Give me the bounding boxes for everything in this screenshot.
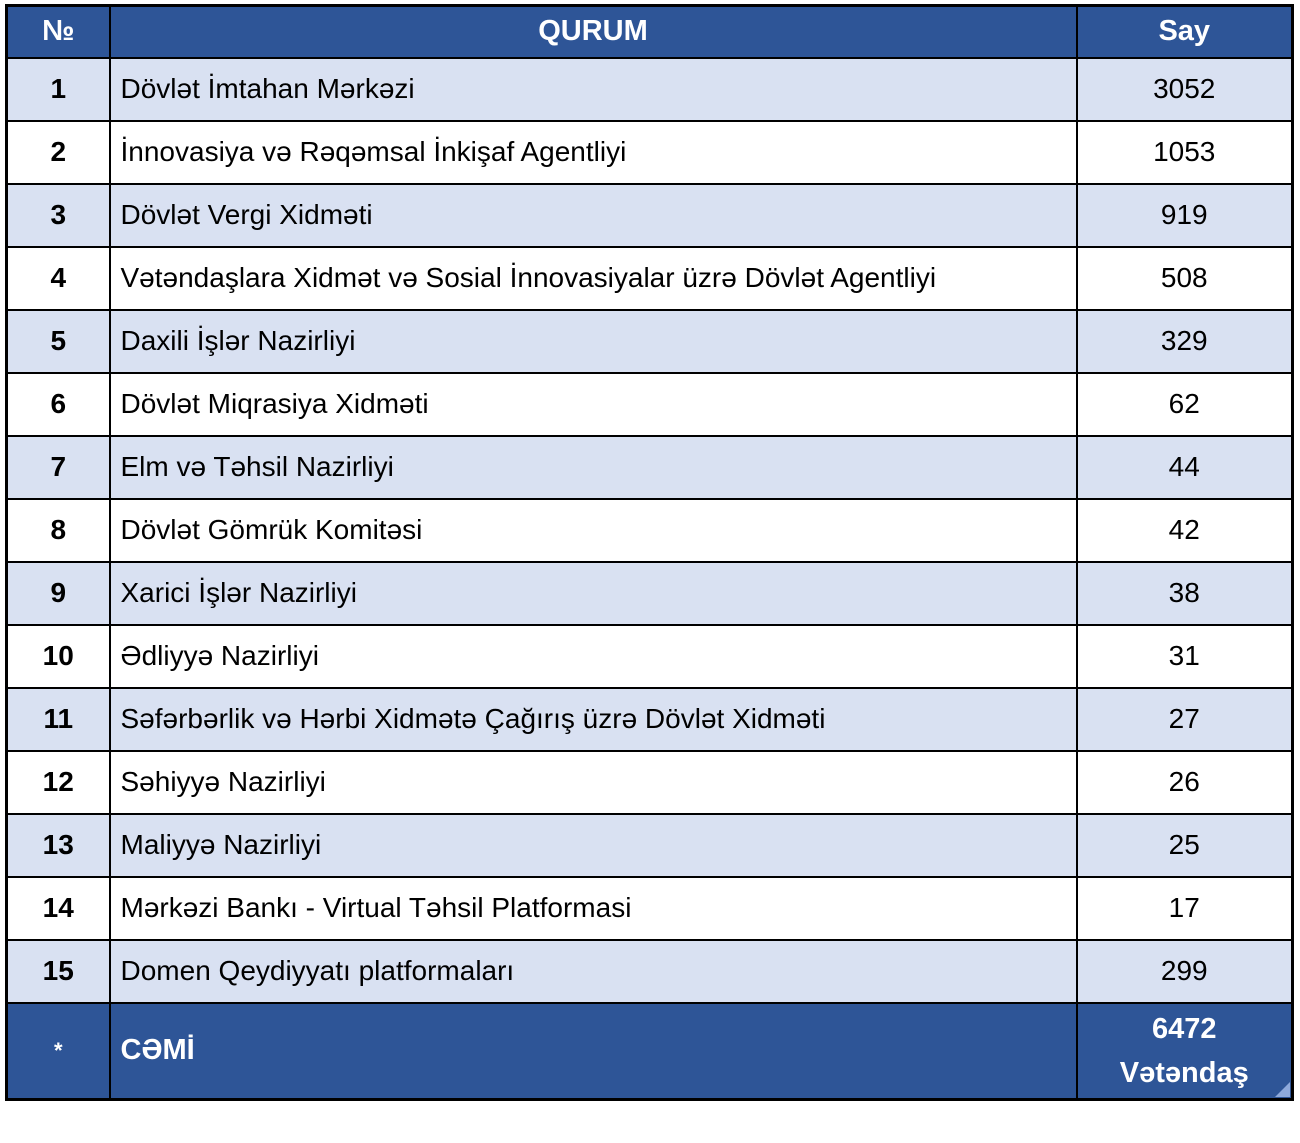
row-number-cell: 5: [7, 310, 110, 373]
row-number-cell: 1: [7, 58, 110, 121]
say-cell: 919: [1077, 184, 1293, 247]
report-table-container: [5, 4, 1294, 1101]
qurum-cell: Dövlət Vergi Xidməti: [110, 184, 1077, 247]
column-header-qurum: QURUM: [110, 6, 1077, 58]
table-row: [7, 184, 1293, 247]
say-cell: 42: [1077, 499, 1293, 562]
qurum-cell: Domen Qeydiyyatı platformaları: [110, 940, 1077, 1003]
row-number-cell: 11: [7, 688, 110, 751]
row-number-cell: 12: [7, 751, 110, 814]
say-cell: 3052: [1077, 58, 1293, 121]
column-header-no: №: [7, 6, 110, 58]
say-cell: 38: [1077, 562, 1293, 625]
table-body: [7, 58, 1293, 1003]
table-row: [7, 940, 1293, 1003]
table-row: [7, 625, 1293, 688]
table-footer: [7, 1003, 1293, 1100]
say-cell: 31: [1077, 625, 1293, 688]
say-cell: 299: [1077, 940, 1293, 1003]
total-marker-cell: *: [7, 1003, 110, 1100]
row-number-cell: 15: [7, 940, 110, 1003]
row-number-cell: 10: [7, 625, 110, 688]
qurum-cell: Dövlət İmtahan Mərkəzi: [110, 58, 1077, 121]
total-value: 6472: [1151, 1012, 1217, 1045]
say-cell: 329: [1077, 310, 1293, 373]
row-number-cell: 14: [7, 877, 110, 940]
qurum-cell: Xarici İşlər Nazirliyi: [110, 562, 1077, 625]
table-row: [7, 751, 1293, 814]
qurum-cell: İnnovasiya və Rəqəmsal İnkişaf Agentliyi: [110, 121, 1077, 184]
total-row: [7, 1003, 1293, 1100]
qurum-cell: Dövlət Gömrük Komitəsi: [110, 499, 1077, 562]
column-header-say: Say: [1077, 6, 1293, 58]
table-row: [7, 310, 1293, 373]
table-row: [7, 121, 1293, 184]
total-value-cell: [1077, 1003, 1293, 1100]
row-number-cell: 13: [7, 814, 110, 877]
qurum-cell: Daxili İşlər Nazirliyi: [110, 310, 1077, 373]
qurum-cell: Maliyyə Nazirliyi: [110, 814, 1077, 877]
table-row: [7, 373, 1293, 436]
table-row: [7, 814, 1293, 877]
say-cell: 26: [1077, 751, 1293, 814]
table-row: [7, 436, 1293, 499]
row-number-cell: 3: [7, 184, 110, 247]
say-cell: 44: [1077, 436, 1293, 499]
say-cell: 17: [1077, 877, 1293, 940]
row-number-cell: 7: [7, 436, 110, 499]
report-table: [5, 4, 1294, 1101]
table-row: [7, 499, 1293, 562]
row-number-cell: 9: [7, 562, 110, 625]
table-row: [7, 688, 1293, 751]
table-row: [7, 877, 1293, 940]
say-cell: 1053: [1077, 121, 1293, 184]
qurum-cell: Mərkəzi Bankı - Virtual Təhsil Platformasi: [110, 877, 1077, 940]
qurum-cell: Səfərbərlik və Hərbi Xidmətə Çağırış üzrə Dövlət Xidməti: [110, 688, 1077, 751]
table-row: [7, 562, 1293, 625]
say-cell: 62: [1077, 373, 1293, 436]
say-cell: 27: [1077, 688, 1293, 751]
row-number-cell: 6: [7, 373, 110, 436]
say-cell: 25: [1077, 814, 1293, 877]
say-cell: 508: [1077, 247, 1293, 310]
row-number-cell: 4: [7, 247, 110, 310]
qurum-cell: Elm və Təhsil Nazirliyi: [110, 436, 1077, 499]
row-number-cell: 8: [7, 499, 110, 562]
table-header: [7, 6, 1293, 58]
qurum-cell: Ədliyyə Nazirliyi: [110, 625, 1077, 688]
total-unit: Vətəndaş: [1119, 1056, 1249, 1089]
cell-corner-marker: [1275, 1082, 1290, 1097]
table-row: [7, 58, 1293, 121]
qurum-cell: Vətəndaşlara Xidmət və Sosial İnnovasiyalar üzrə Dövlət Agentliyi: [110, 247, 1077, 310]
table-row: [7, 247, 1293, 310]
total-label-cell: CƏMİ: [110, 1003, 1077, 1100]
qurum-cell: Dövlət Miqrasiya Xidməti: [110, 373, 1077, 436]
row-number-cell: 2: [7, 121, 110, 184]
header-row: [7, 6, 1293, 58]
qurum-cell: Səhiyyə Nazirliyi: [110, 751, 1077, 814]
